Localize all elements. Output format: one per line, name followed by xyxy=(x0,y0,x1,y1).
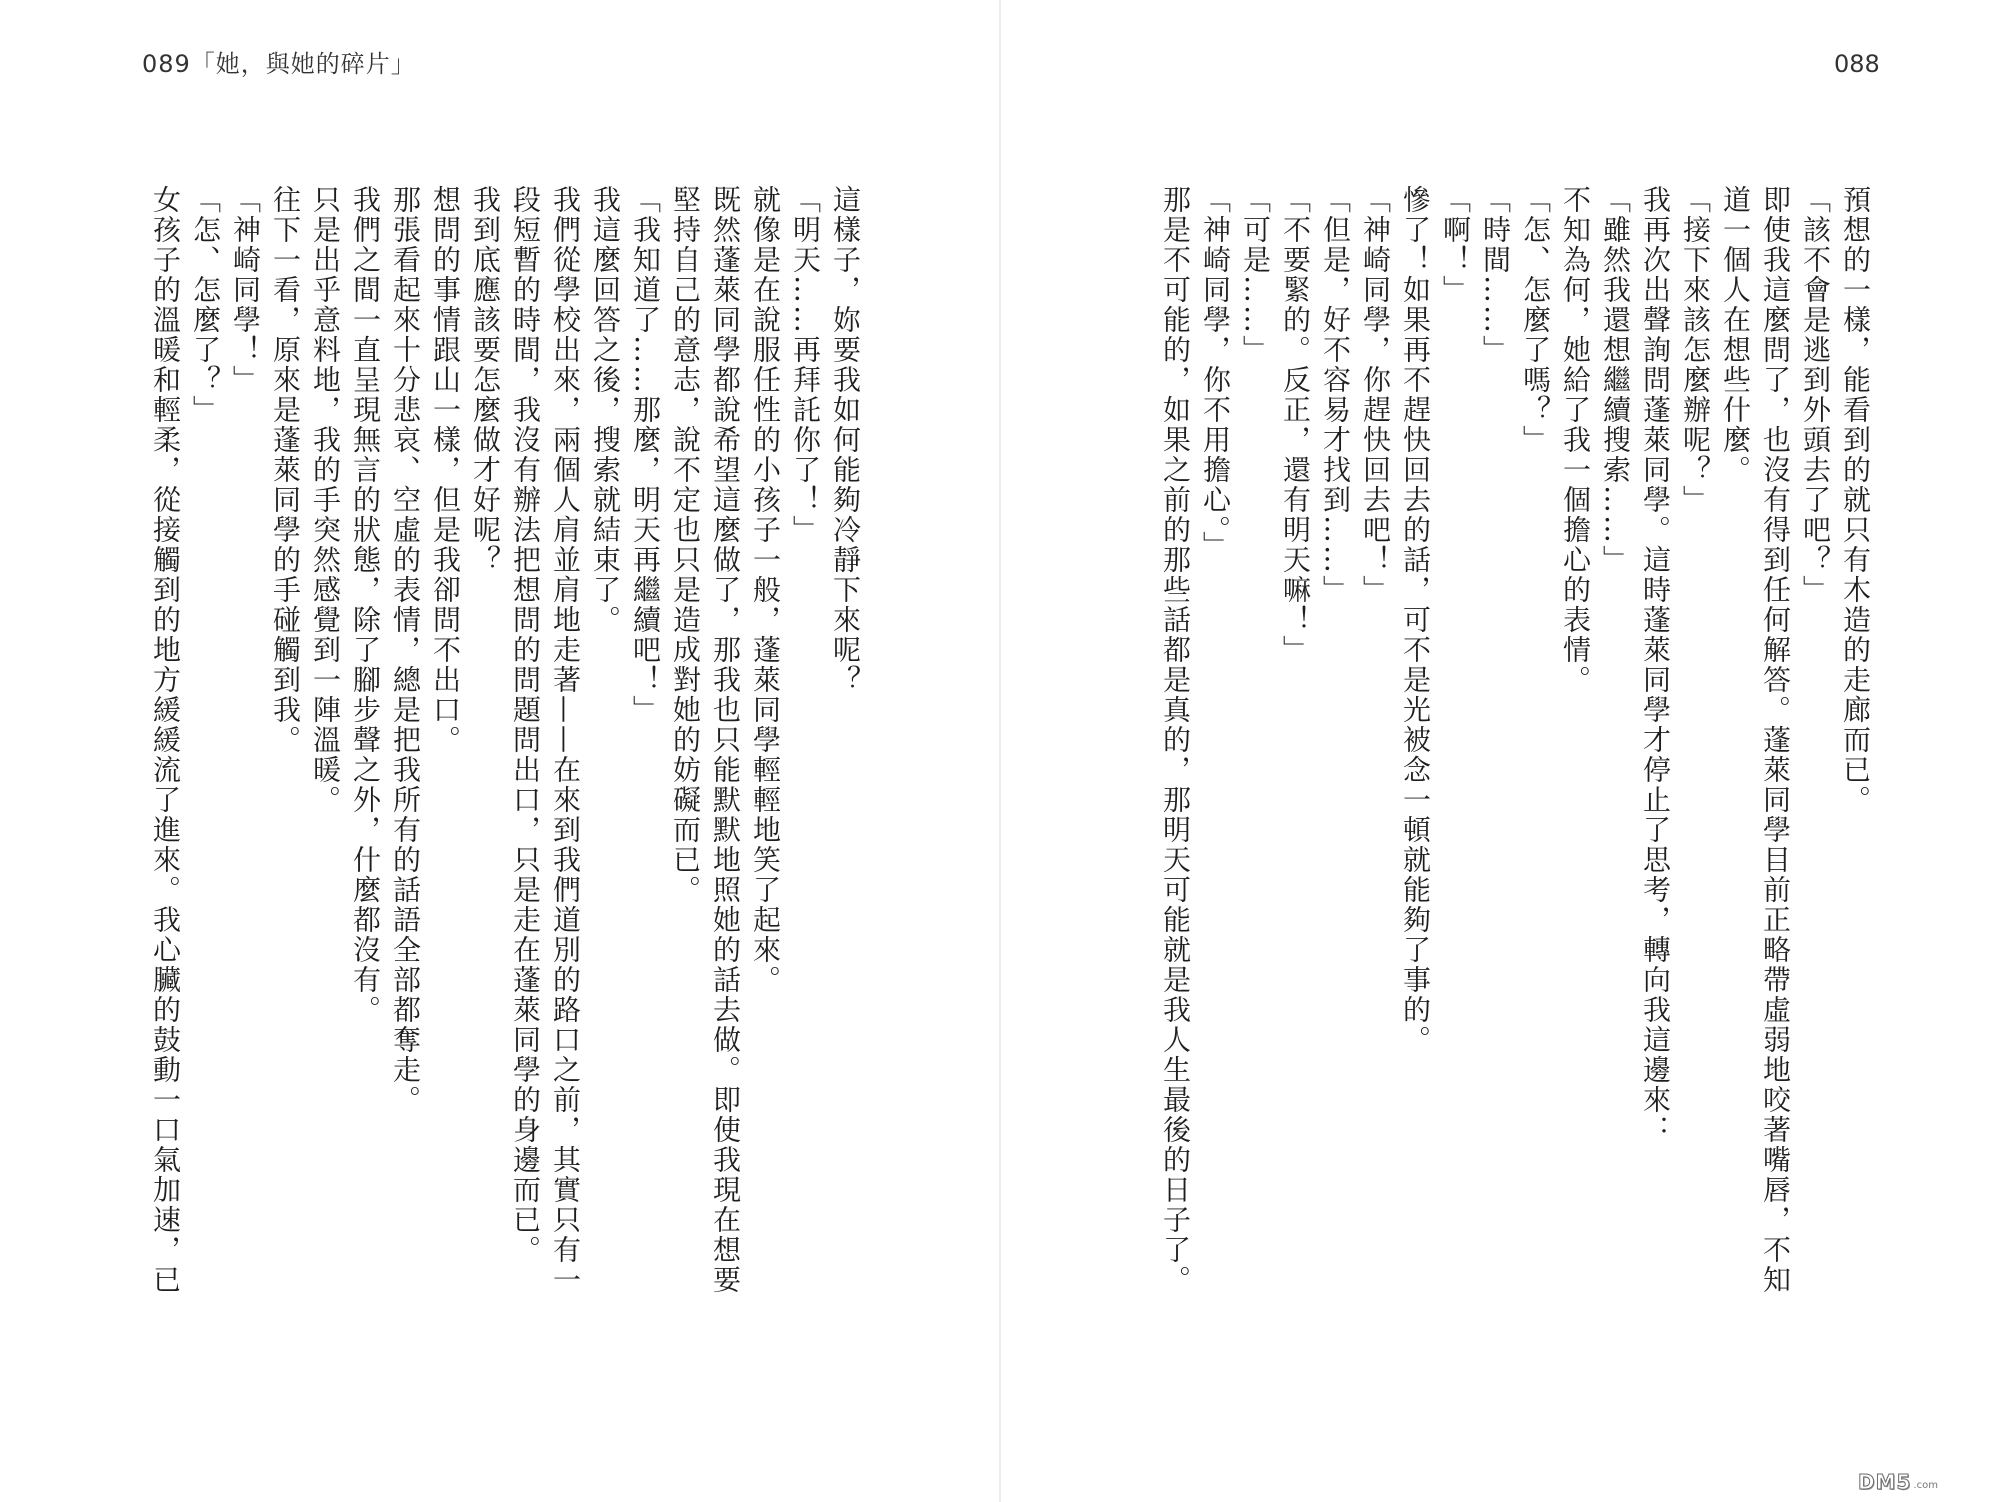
left-page-line: 「我知道了……那麼，明天再繼續吧！」 xyxy=(629,185,662,725)
right-page-line: 「神崎同學，你趕快回去吧！」 xyxy=(1359,185,1392,605)
left-page-line: 我們從學校出來，兩個人肩並肩地走著——在來到我們道別的路口之前，其實只有一 xyxy=(549,185,582,1295)
left-running-head: 089「她，與她的碎片」 xyxy=(142,50,416,78)
left-page-line: 女孩子的溫暖和輕柔，從接觸到的地方緩緩流了進來。我心臟的鼓動一口氣加速，已 xyxy=(149,185,182,1295)
right-page-line: 預想的一樣，能看到的就只有木造的走廊而已。 xyxy=(1839,185,1872,815)
right-page-line: 「啊！」 xyxy=(1439,185,1472,305)
left-page-line: 往下一看，原來是蓬萊同學的手碰觸到我。 xyxy=(269,185,302,755)
right-page-body xyxy=(1125,185,1875,1365)
right-page-line: 「時間……」 xyxy=(1479,185,1512,365)
right-page-number: 088 xyxy=(1834,50,1880,78)
left-page-line: 這樣子，妳要我如何能夠冷靜下來呢？ xyxy=(829,185,862,695)
site-watermark-logo xyxy=(1858,1470,1938,1492)
right-page-line: 「但是，好不容易才找到……」 xyxy=(1319,185,1352,605)
watermark-sub-text: .com xyxy=(1913,1480,1938,1491)
left-page-line: 既然蓬萊同學都說希望這麼做了，那我也只能默默地照她的話去做。即使我現在想要 xyxy=(709,185,742,1295)
right-page-line: 道一個人在想些什麼。 xyxy=(1719,185,1752,485)
right-page-line: 「該不會是逃到外頭去了吧？」 xyxy=(1799,185,1832,605)
right-page-line: 「接下來該怎麼辦呢？」 xyxy=(1679,185,1712,515)
left-page-line: 段短暫的時間，我沒有辦法把想問的問題問出口，只是走在蓬萊同學的身邊而已。 xyxy=(509,185,542,1265)
right-page-line: 我再次出聲詢問蓬萊同學。這時蓬萊同學才停止了思考，轉向我這邊來： xyxy=(1639,185,1672,1145)
left-page-line: 「怎、怎麼了？」 xyxy=(189,185,222,425)
right-page-line: 「神崎同學，你不用擔心。」 xyxy=(1199,185,1232,561)
left-page-line: 想問的事情跟山一樣，但是我卻問不出口。 xyxy=(429,185,462,755)
right-page-line: 「可是……」 xyxy=(1239,185,1272,365)
left-page-line: 「神崎同學！」 xyxy=(229,185,262,395)
left-page-line: 那張看起來十分悲哀、空虛的表情，總是把我所有的話語全部都奪走。 xyxy=(389,185,422,1115)
left-page-line: 我們之間一直呈現無言的狀態，除了腳步聲之外，什麼都沒有。 xyxy=(349,185,382,1025)
right-page-line: 不知為何，她給了我一個擔心的表情。 xyxy=(1559,185,1592,695)
left-page-line: 堅持自己的意志，說不定也只是造成對她的妨礙而已。 xyxy=(669,185,702,905)
right-page-line: 「不要緊的。反正，還有明天嘛！」 xyxy=(1279,185,1312,665)
watermark-main-text: DM5 xyxy=(1858,1470,1912,1494)
right-page-line: 慘了！如果再不趕快回去的話，可不是光被念一頓就能夠了事的。 xyxy=(1399,185,1432,1055)
right-page-line: 即使我這麼問了，也沒有得到任何解答。蓬萊同學目前正略帶虛弱地咬著嘴唇，不知 xyxy=(1759,185,1792,1295)
left-page-body xyxy=(115,185,865,1365)
left-page-line: 就像是在說服任性的小孩子一般，蓬萊同學輕輕地笑了起來。 xyxy=(749,185,782,995)
left-page-line: 只是出乎意料地，我的手突然感覺到一陣溫暖。 xyxy=(309,185,342,815)
right-page-line: 「雖然我還想繼續搜索……」 xyxy=(1599,185,1632,575)
right-page-line: 那是不可能的，如果之前的那些話都是真的，那明天可能就是我人生最後的日子了。 xyxy=(1159,185,1192,1295)
left-page-line: 我到底應該要怎麼做才好呢？ xyxy=(469,185,502,575)
page-gutter xyxy=(999,0,1001,1502)
left-page-line: 我這麼回答之後，搜索就結束了。 xyxy=(589,185,622,635)
right-page-line: 「怎、怎麼了嗎？」 xyxy=(1519,185,1552,455)
left-page-line: 「明天……再拜託你了！」 xyxy=(789,185,822,545)
